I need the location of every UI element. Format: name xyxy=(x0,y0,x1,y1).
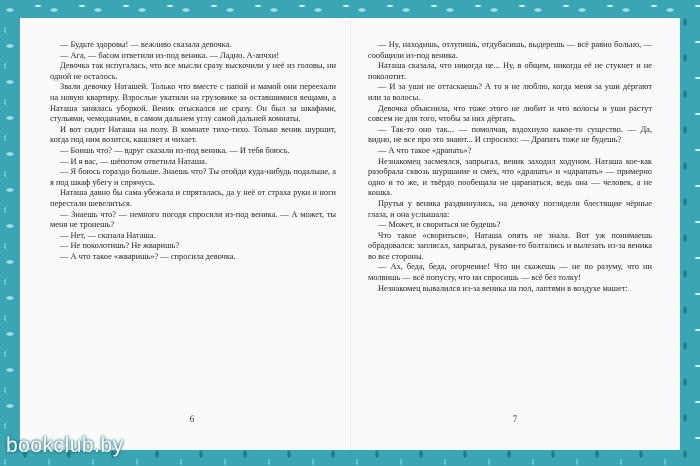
paragraph: — Будьте здоровы! — вежливо сказала девочка. xyxy=(60,40,232,49)
paragraph: Наташа давно бы сама убежала и спряталась, да у неё от страха руки и ноги перестали шевелиться. xyxy=(50,188,336,208)
paragraph: — Знаешь что? — немного погодя спросили из-под веника. — А может, ты меня не тронешь? xyxy=(50,209,336,230)
left-page-text xyxy=(50,40,336,262)
page-number: 6 xyxy=(189,414,195,424)
paragraph: — А что такое «драпать»? xyxy=(378,145,472,155)
paragraph: — Может, и свориться не будешь? xyxy=(378,220,501,230)
right-page xyxy=(350,18,680,450)
paragraph: Девочка объяснила, что тоже этого не любит и что волосы и уши растут совсем не для того, чтобы за них дёргать. xyxy=(368,103,652,124)
paragraph: Незнакомец вывалился из-за веника на пол, лаптями в воздухе машет: xyxy=(378,283,628,293)
paragraph: — И за уши не оттаскаешь? А то я не люблю, когда меня за уши дёргают или за волосы. xyxy=(368,82,652,102)
right-page-text xyxy=(368,40,652,294)
paragraph: Звали девочку Наташей. Только что вместе с папой и мамой они переехали на новую квартиру. Взрослые укатили на грузовике за оставшимися вещами, а Наташа занялась уборкой. Веник отыскался не сразу. Он был за шкафами, стульями, чемоданами, в самом дальнем углу самой дальней комнаты. xyxy=(50,82,336,124)
paragraph: — Ах, беда, беда, огорчение! Что ни скажешь — не по разуму, что ни молвишь — всё попусту, что ни спросишь — всё без толку! xyxy=(368,262,652,283)
paragraph: — Так-то оно так... — помолчав, вздохнуло какое-то существо. — Да, видно, не все про это знают... И спросило: — Драпать тоже не будешь? xyxy=(368,124,652,145)
paragraph: — Ну, находишь, отлупишь, отдубасишь, выдерешь — всё равно больно, — сообщили из-под веника. xyxy=(368,40,652,60)
page-number: 7 xyxy=(512,414,518,424)
book-spread xyxy=(20,18,680,450)
paragraph: Прутья у веника раздвинулись, на девочку поглядели блестящие чёрные глаза, и она услышала: xyxy=(368,198,652,219)
left-page xyxy=(20,18,350,450)
paragraph: — А что такое «жваришь»? — спросила девочка. xyxy=(60,251,236,261)
paragraph: — Боишь что? — вдруг сказали из-под веника. — И тебя боюсь. xyxy=(60,145,290,155)
paragraph: — Ага, — басом ответили из-под веника. — Ладно. А-апчхи! xyxy=(60,50,280,60)
paragraph: И вот сидит Наташа на полу. В комнате тихо-тихо. Только веник шуршит, когда под ним возится, кашляет и чихает. xyxy=(50,124,336,145)
watermark-logo: bookclub.by xyxy=(6,434,124,457)
paragraph: Незнакомец засмеялся, запрыгал, веник заходил ходуном. Наташа кое-как разобрала сквозь шуршание и смех, что «драпать» и «царапать» — примерно одно и то же, и твёрдо пообещала не царапаться, ведь она — человек, а не кошка. xyxy=(368,156,652,198)
paragraph: — Я боюсь гораздо больше. Знаешь что? Ты отойди куда-нибудь подальше, а я под шкаф убегу и спрячусь. xyxy=(50,167,336,187)
paragraph: — Не поколотишь? Не жваришь? xyxy=(60,241,180,251)
paragraph: — Нет, — сказала Наташа. xyxy=(60,230,156,240)
paragraph: — И я вас, — шёпотом ответила Наташа. xyxy=(60,156,207,166)
paragraph: Что такое «свориться», Наташа опять не знала. Вот уж понимаешь обрадовался: заплясал, запрыгал, руками-то болтались и вылезать из-за веника во все стороны. xyxy=(368,230,652,261)
paragraph: Наташа сказала, что никогда не... Ну, в общем, никогда её не стукнет и не поколотит. xyxy=(368,61,652,81)
paragraph: Девочка так испугалась, что все мысли сразу выскочили у неё из головы, ни одной не осталось. xyxy=(50,61,336,81)
